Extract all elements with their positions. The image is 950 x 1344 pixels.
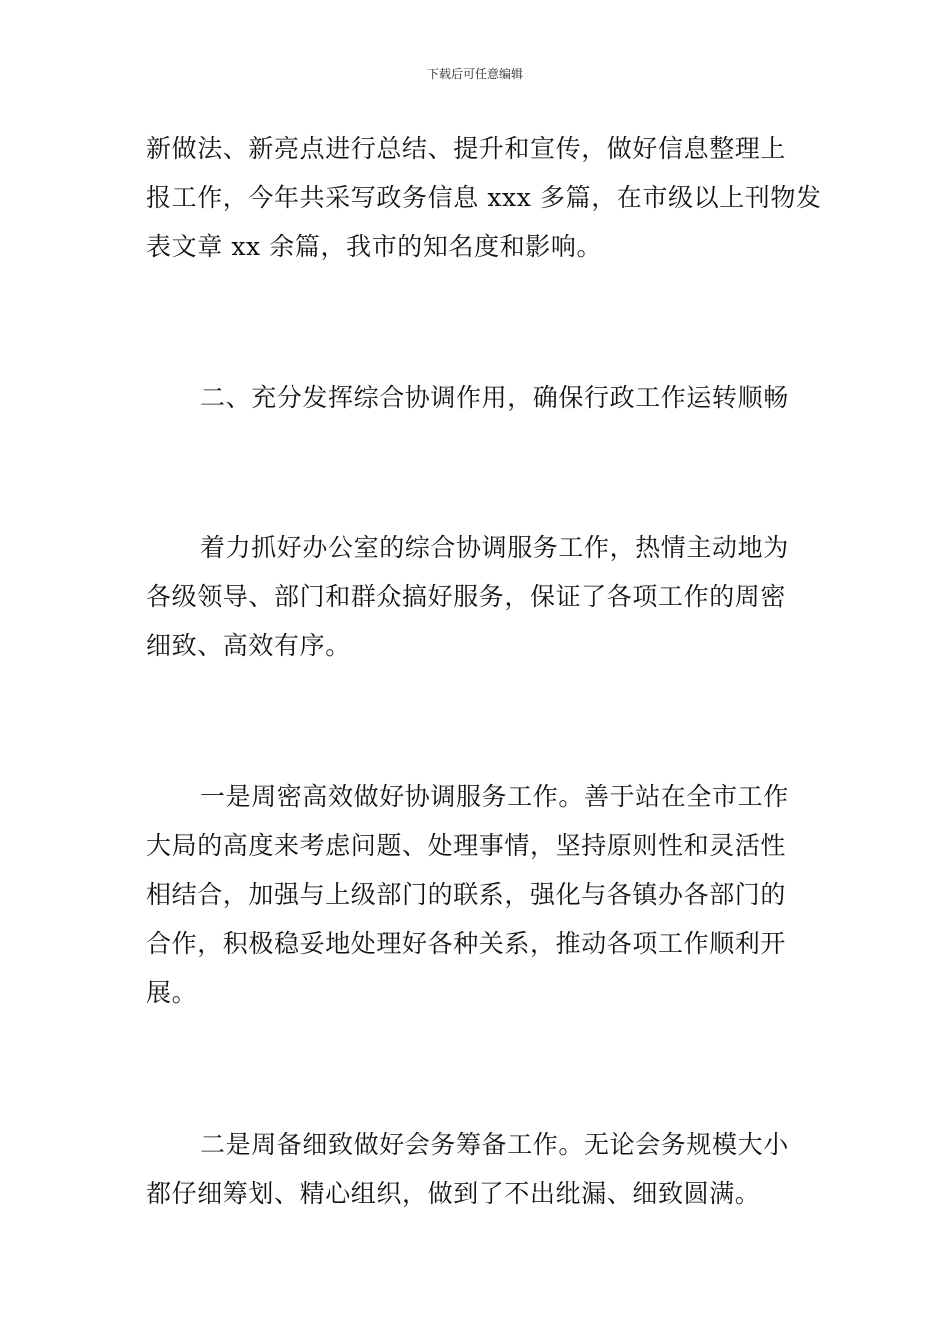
- text-line: 报工作，今年共采写政务信息 xxx 多篇，在市级以上刊物发: [146, 183, 822, 212]
- paragraph-service-work: [146, 772, 806, 1017]
- text-line: 展。: [146, 978, 198, 1007]
- paragraph-coordination: [146, 523, 806, 670]
- heading-line: 二、充分发挥综合协调作用，确保行政工作运转顺畅: [200, 383, 789, 412]
- paragraph-meeting-work: [146, 1120, 806, 1218]
- text-line: 表文章 xx 余篇，我市的知名度和影响。: [146, 232, 603, 261]
- text-line: 二是周备细致做好会务筹备工作。无论会务规模大小: [200, 1130, 789, 1159]
- paragraph-continuation: [146, 124, 822, 271]
- text-line: 都仔细筹划、精心组织，做到了不出纰漏、细致圆满。: [146, 1179, 761, 1208]
- text-line: 一是周密高效做好协调服务工作。善于站在全市工作: [200, 782, 789, 811]
- page-header: 下载后可任意编辑: [426, 67, 523, 81]
- text-line: 各级领导、部门和群众搞好服务，保证了各项工作的周密: [146, 582, 787, 611]
- text-line: 着力抓好办公室的综合协调服务工作，热情主动地为: [200, 533, 789, 562]
- text-line: 相结合，加强与上级部门的联系，强化与各镇办各部门的: [146, 880, 787, 909]
- text-line: 合作，积极稳妥地处理好各种关系，推动各项工作顺利开: [146, 929, 787, 958]
- section-heading: [146, 373, 806, 422]
- text-line: 新做法、新亮点进行总结、提升和宣传，做好信息整理上: [146, 134, 787, 163]
- text-line: 细致、高效有序。: [146, 631, 351, 660]
- text-line: 大局的高度来考虑问题、处理事情，坚持原则性和灵活性: [146, 831, 787, 860]
